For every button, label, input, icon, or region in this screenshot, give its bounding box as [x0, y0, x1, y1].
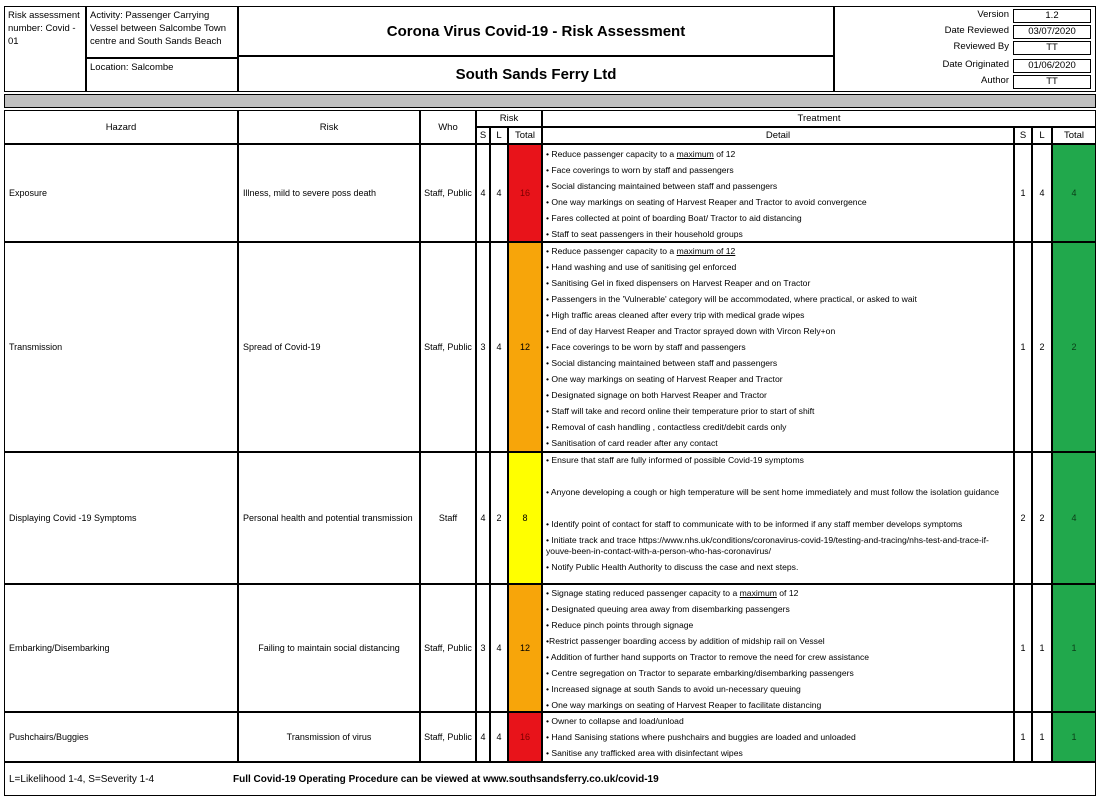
detail-line: • One way markings on seating of Harvest Reaper and Tractor — [546, 374, 783, 384]
row-hazard: Pushchairs/Buggies — [4, 712, 238, 762]
company-name: South Sands Ferry Ltd — [455, 65, 617, 83]
meta-value-reviewed-by: TT — [1013, 41, 1091, 55]
row-risk-total: 12 — [508, 584, 542, 712]
row-likelihood: 2 — [490, 452, 508, 584]
detail-line: • Face coverings to be worn by staff and passengers — [546, 342, 746, 352]
row-residual-severity: 1 — [1014, 242, 1032, 452]
detail-line: • Sanitisation of card reader after any contact — [546, 438, 718, 448]
col-header-s: S — [476, 127, 490, 144]
row-risk: Personal health and potential transmission — [238, 452, 420, 584]
row-residual-likelihood: 2 — [1032, 242, 1052, 452]
detail-line: • Identify point of contact for staff to communicate with to be informed if any staff member develops symptoms — [546, 519, 963, 529]
detail-line: • Face coverings to worn by staff and passengers — [546, 165, 734, 175]
detail-line: • Social distancing maintained between staff and passengers — [546, 181, 778, 191]
activity-text: Activity: Passenger Carrying Vessel between Salcombe Town centre and South Sands Beach — [90, 10, 227, 47]
row-residual-total: 1 — [1052, 712, 1096, 762]
detail-line: •Restrict passenger boarding access by addition of midship rail on Vessel — [546, 636, 825, 646]
row-risk-total: 16 — [508, 144, 542, 242]
detail-line — [546, 477, 1010, 487]
row-likelihood: 4 — [490, 584, 508, 712]
detail-line: • One way markings on seating of Harvest Reaper to facilitate distancing — [546, 700, 822, 710]
ra-number-cell — [4, 6, 86, 92]
row-risk-total: 12 — [508, 242, 542, 452]
row-likelihood: 4 — [490, 712, 508, 762]
detail-line: • Reduce passenger capacity to a maximum of 12 — [546, 246, 736, 256]
col-header-who: Who — [420, 110, 476, 144]
detail-line: • Reduce pinch points through signage — [546, 620, 694, 630]
col-header-l: L — [490, 127, 508, 144]
row-who: Staff, Public — [420, 584, 476, 712]
col-header-risk-group: Risk — [476, 110, 542, 127]
meta-label-author: Author — [981, 75, 1009, 86]
detail-line: • Notify Public Health Authority to discuss the case and next steps. — [546, 562, 799, 572]
detail-line: • Sanitise any trafficked area with disinfectant wipes — [546, 748, 743, 758]
meta-value-date-originated: 01/06/2020 — [1013, 59, 1091, 73]
detail-line: • Hand washing and use of sanitising gel enforced — [546, 262, 737, 272]
col-header-s2: S — [1014, 127, 1032, 144]
detail-line: • Social distancing maintained between staff and passengers — [546, 358, 778, 368]
detail-line: • Anyone developing a cough or high temperature will be sent home immediately and must follow the isolation guidance — [546, 487, 1000, 497]
col-header-detail: Detail — [542, 127, 1014, 144]
row-hazard: Embarking/Disembarking — [4, 584, 238, 712]
detail-line: youve-been-in-contact-with-a-person-who-has-coronavirus/ — [546, 546, 771, 556]
detail-line: • Signage stating reduced passenger capacity to a maximum of 12 — [546, 588, 799, 598]
ra-number: Risk assessment number: Covid - 01 — [8, 10, 80, 47]
row-residual-severity: 1 — [1014, 144, 1032, 242]
col-header-hazard: Hazard — [4, 110, 238, 144]
detail-line: • Removal of cash handling , contactless credit/debit cards only — [546, 422, 787, 432]
meta-label-date-originated: Date Originated — [942, 59, 1009, 70]
row-likelihood: 4 — [490, 144, 508, 242]
row-risk-total: 8 — [508, 452, 542, 584]
detail-line: • One way markings on seating of Harvest Reaper and Tractor to avoid convergence — [546, 197, 867, 207]
row-residual-total: 2 — [1052, 242, 1096, 452]
row-residual-total: 4 — [1052, 144, 1096, 242]
detail-line — [546, 498, 1010, 509]
row-residual-likelihood: 4 — [1032, 144, 1052, 242]
detail-line: • Fares collected at point of boarding Boat/ Tractor to aid distancing — [546, 213, 802, 223]
col-header-risk: Risk — [238, 110, 420, 144]
row-severity: 3 — [476, 242, 490, 452]
row-risk-total: 16 — [508, 712, 542, 762]
detail-line: • Reduce passenger capacity to a maximum of 12 — [546, 149, 736, 159]
row-likelihood: 4 — [490, 242, 508, 452]
row-detail — [542, 584, 1014, 712]
row-residual-severity: 1 — [1014, 584, 1032, 712]
row-hazard: Transmission — [4, 242, 238, 452]
row-detail — [542, 144, 1014, 242]
title-cell — [238, 6, 834, 56]
row-residual-total: 1 — [1052, 584, 1096, 712]
row-severity: 4 — [476, 452, 490, 584]
location-text: Location: Salcombe — [90, 62, 174, 73]
row-risk: Failing to maintain social distancing — [238, 584, 420, 712]
location-cell — [86, 58, 238, 92]
row-detail — [542, 712, 1014, 762]
page-title: Corona Virus Covid-19 - Risk Assessment — [386, 22, 686, 40]
meta-value-author: TT — [1013, 75, 1091, 89]
meta-block — [834, 6, 1096, 92]
col-header-treatment: Treatment — [542, 110, 1096, 127]
row-residual-total: 4 — [1052, 452, 1096, 584]
detail-line: • Ensure that staff are fully informed of possible Covid-19 symptoms — [546, 455, 804, 465]
row-residual-severity: 1 — [1014, 712, 1032, 762]
col-header-total2: Total — [1052, 127, 1096, 144]
detail-line: • Staff will take and record online their temperature prior to start of shift — [546, 406, 815, 416]
separator-band — [4, 94, 1096, 108]
detail-line: • Sanitising Gel in fixed dispensers on Harvest Reaper and on Tractor — [546, 278, 811, 288]
meta-value-date-reviewed: 03/07/2020 — [1013, 25, 1091, 39]
row-risk: Illness, mild to severe poss death — [238, 144, 420, 242]
row-who: Staff, Public — [420, 144, 476, 242]
row-who: Staff, Public — [420, 242, 476, 452]
row-residual-likelihood: 1 — [1032, 712, 1052, 762]
meta-value-version: 1.2 — [1013, 9, 1091, 23]
row-risk: Transmission of virus — [238, 712, 420, 762]
footer-bar — [4, 762, 1096, 796]
detail-line: • Staff to seat passengers in their household groups — [546, 229, 743, 239]
meta-label-reviewed-by: Reviewed By — [953, 41, 1009, 52]
detail-line: • Hand Sanising stations where pushchairs and buggies are loaded and unloaded — [546, 732, 856, 742]
row-who: Staff, Public — [420, 712, 476, 762]
row-residual-likelihood: 2 — [1032, 452, 1052, 584]
detail-line — [546, 509, 1010, 519]
col-header-l2: L — [1032, 127, 1052, 144]
detail-line: • Designated queuing area away from disembarking passengers — [546, 604, 790, 614]
detail-line: • Owner to collapse and load/unload — [546, 716, 684, 726]
meta-label-version: Version — [977, 9, 1009, 20]
detail-line: • Increased signage at south Sands to avoid un-necessary queuing — [546, 684, 801, 694]
row-detail — [542, 242, 1014, 452]
meta-label-date-reviewed: Date Reviewed — [944, 25, 1009, 36]
col-header-total: Total — [508, 127, 542, 144]
detail-line: • Addition of further hand supports on Tractor to remove the need for crew assistance — [546, 652, 870, 662]
row-hazard: Exposure — [4, 144, 238, 242]
detail-line: • Centre segregation on Tractor to separate embarking/disembarking passengers — [546, 668, 854, 678]
footer-procedure-note: Full Covid-19 Operating Procedure can be viewed at www.southsandsferry.co.uk/covid-19 — [233, 774, 659, 785]
row-residual-severity: 2 — [1014, 452, 1032, 584]
footer-legend: L=Likelihood 1-4, S=Severity 1-4 — [9, 774, 155, 785]
detail-line: • Designated signage on both Harvest Reaper and Tractor — [546, 390, 767, 400]
row-detail — [542, 452, 1014, 584]
detail-line: • Passengers in the 'Vulnerable' category will be accommodated, where practical, or asked to wait — [546, 294, 917, 304]
row-hazard: Displaying Covid -19 Symptoms — [4, 452, 238, 584]
detail-line — [546, 466, 1010, 477]
row-severity: 4 — [476, 144, 490, 242]
activity-cell — [86, 6, 238, 58]
row-severity: 4 — [476, 712, 490, 762]
detail-line: • End of day Harvest Reaper and Tractor sprayed down with Vircon Rely+on — [546, 326, 836, 336]
row-residual-likelihood: 1 — [1032, 584, 1052, 712]
company-cell — [238, 56, 834, 92]
detail-line: • Initiate track and trace https://www.nhs.uk/conditions/coronavirus-covid-19/testing-and-tracing/nhs-test-and-trace-if- — [546, 535, 989, 545]
detail-line: • High traffic areas cleaned after every trip with medical grade wipes — [546, 310, 805, 320]
row-who: Staff — [420, 452, 476, 584]
row-severity: 3 — [476, 584, 490, 712]
row-risk: Spread of Covid-19 — [238, 242, 420, 452]
